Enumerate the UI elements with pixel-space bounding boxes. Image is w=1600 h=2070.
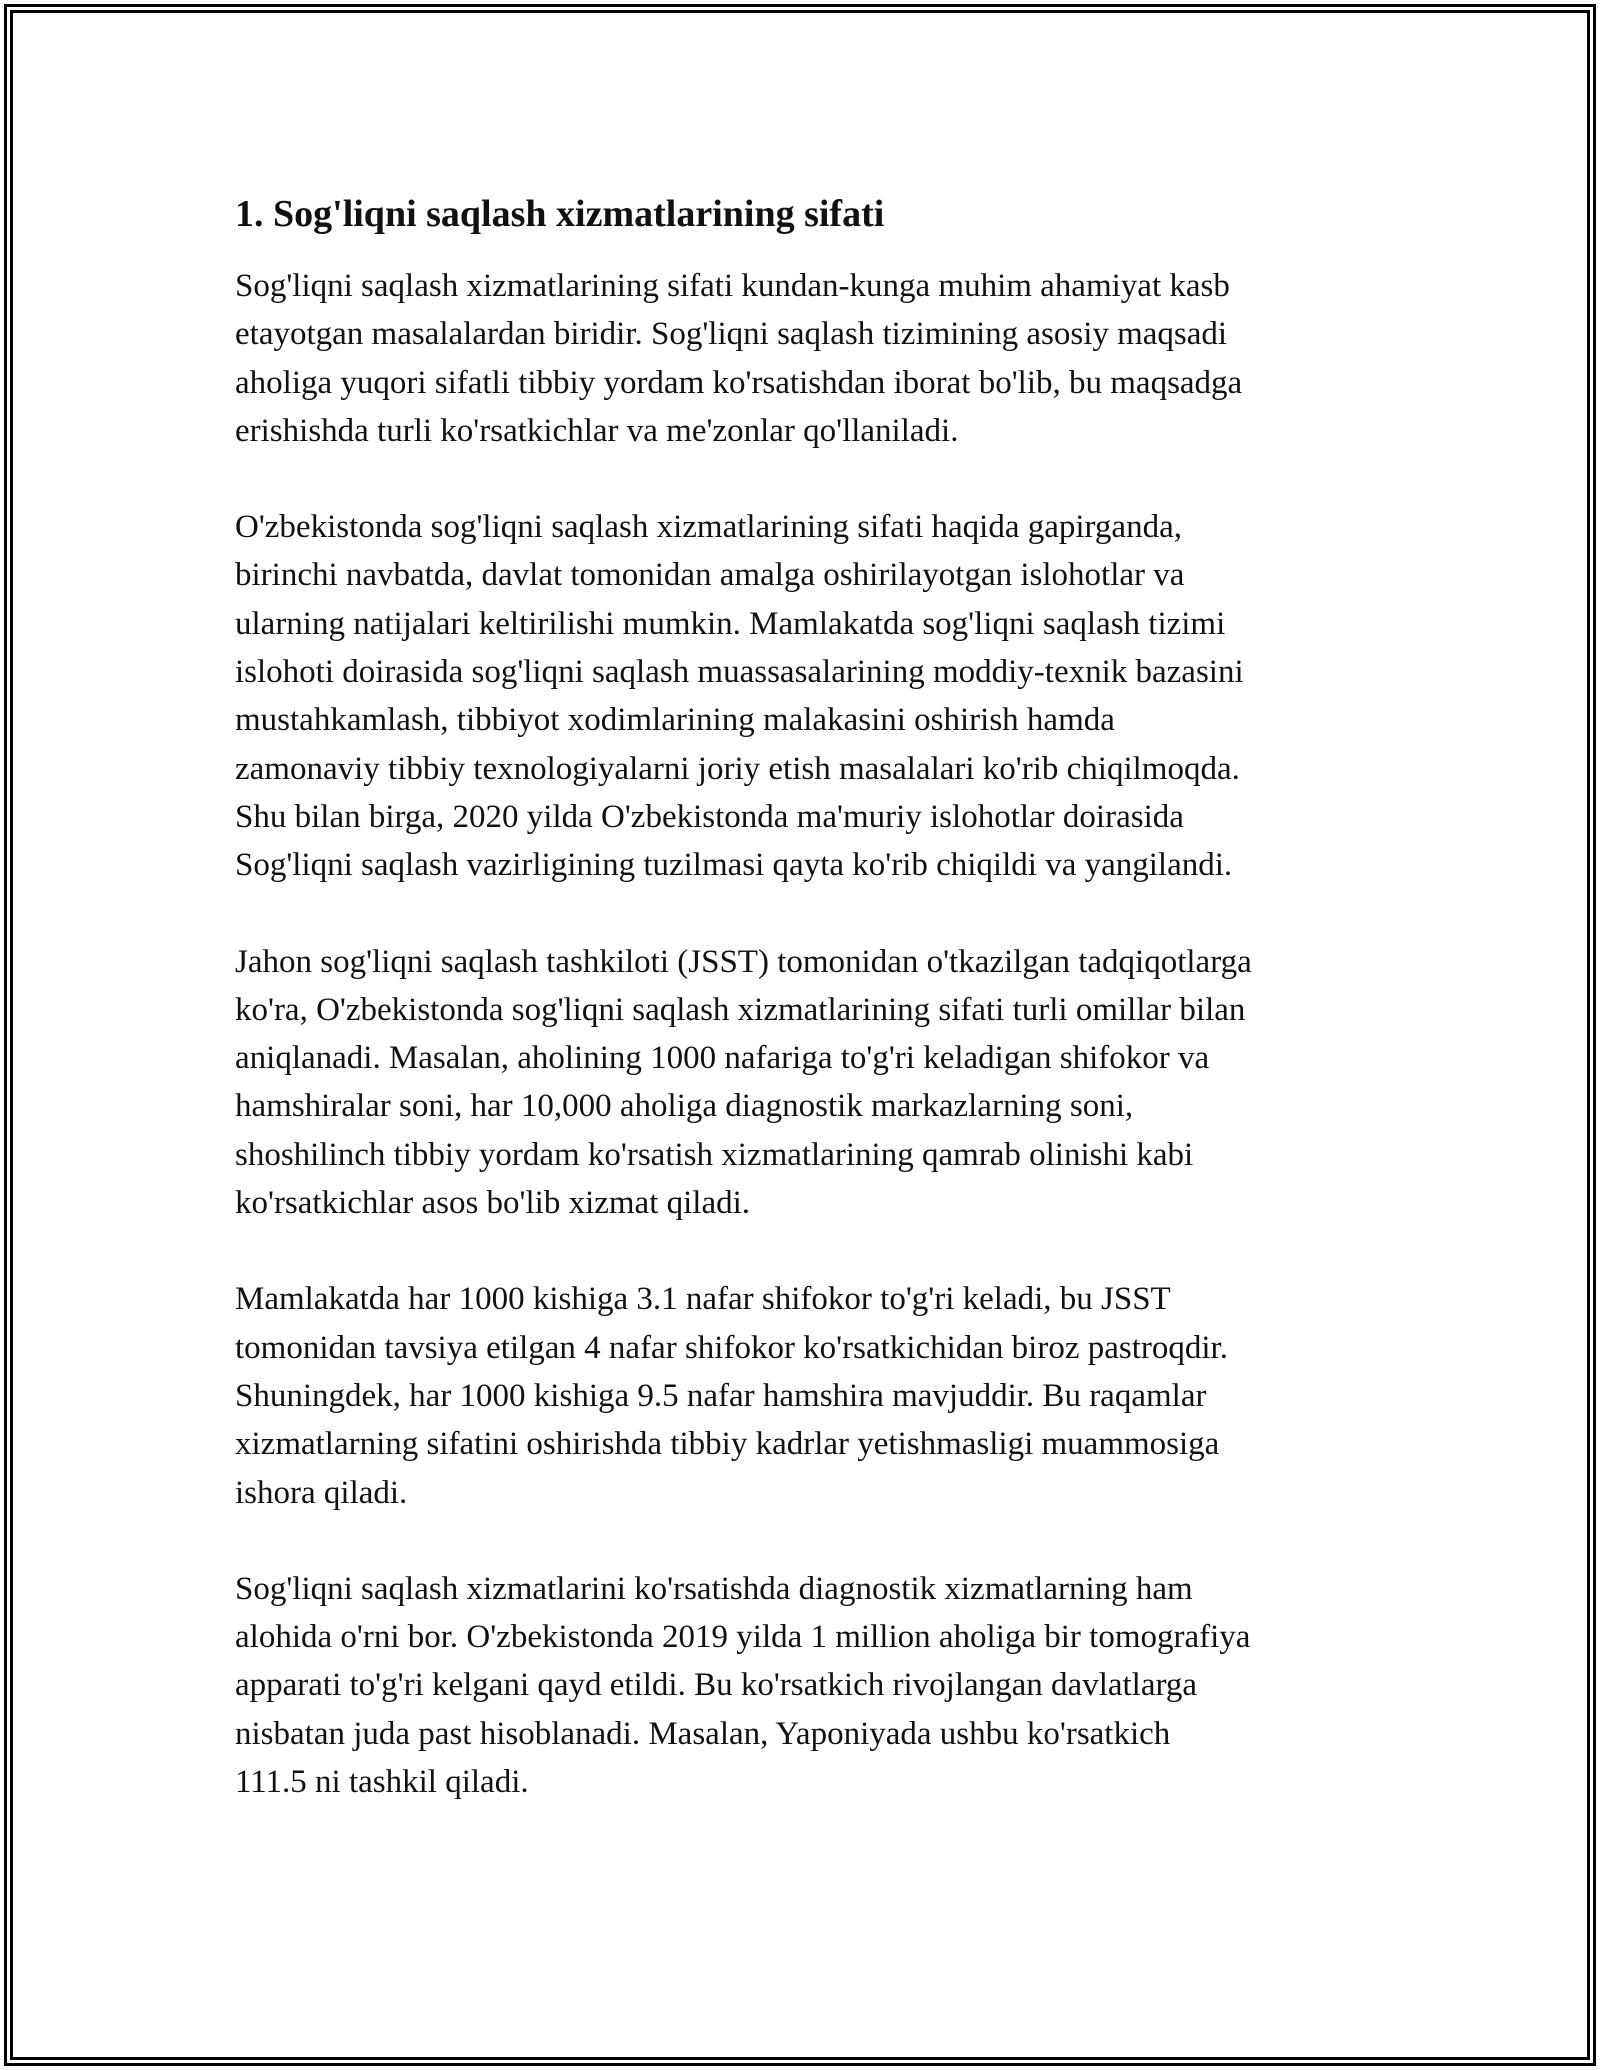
paragraph-line: ko'rsatkichlar asos bo'lib xizmat qiladi. xyxy=(235,1185,751,1222)
paragraph-line: aniqlanadi. Masalan, aholining 1000 nafariga to'g'ri keladigan shifokor va xyxy=(235,1040,1210,1077)
paragraph-5 xyxy=(235,1565,1385,1806)
section-heading: 1. Sog'liqni saqlash xizmatlarining sifati xyxy=(235,193,885,235)
paragraph-line: shoshilinch tibbiy yordam ko'rsatish xizmatlarining qamrab olinishi kabi xyxy=(235,1136,1194,1173)
paragraph-line: ishora qiladi. xyxy=(235,1474,408,1511)
paragraph-line: xizmatlarning sifatini oshirishda tibbiy kadrlar yetishmasligi muammosiga xyxy=(235,1426,1220,1463)
paragraph-line: islohoti doirasida sog'liqni saqlash muassasalarining moddiy-texnik bazasini xyxy=(235,654,1244,691)
paragraph-line: birinchi navbatda, davlat tomonidan amalga oshirilayotgan islohotlar va xyxy=(235,557,1185,594)
paragraph-line: tomonidan tavsiya etilgan 4 nafar shifokor ko'rsatkichidan biroz pastroqdir. xyxy=(235,1329,1228,1366)
paragraph-1 xyxy=(235,262,1385,455)
paragraph-line: mustahkamlash, tibbiyot xodimlarining malakasini oshirish hamda xyxy=(235,702,1115,739)
paragraph-line: erishishda turli ko'rsatkichlar va me'zonlar qo'llaniladi. xyxy=(235,412,959,449)
paragraph-line: apparati to'g'ri kelgani qayd etildi. Bu ko'rsatkich rivojlangan davlatlarga xyxy=(235,1667,1198,1704)
paragraph-line: aholiga yuqori sifatli tibbiy yordam ko'rsatishdan iborat bo'lib, bu maqsadga xyxy=(235,364,1243,401)
paragraph-2 xyxy=(235,503,1385,889)
paragraph-line: hamshiralar soni, har 10,000 aholiga diagnostik markazlarning soni, xyxy=(235,1088,1134,1125)
paragraph-line: 111.5 ni tashkil qiladi. xyxy=(235,1764,529,1801)
paragraph-line: alohida o'rni bor. O'zbekistonda 2019 yilda 1 million aholiga bir tomografiya xyxy=(235,1619,1251,1656)
paragraph-line: Shu bilan birga, 2020 yilda O'zbekistonda ma'muriy islohotlar doirasida xyxy=(235,798,1184,835)
document-body xyxy=(235,188,1385,1854)
paragraph-line: Sog'liqni saqlash xizmatlarining sifati kundan-kunga muhim ahamiyat kasb xyxy=(235,268,1230,304)
paragraph-line: zamonaviy tibbiy texnologiyalarni joriy etish masalalari ko'rib chiqilmoqda. xyxy=(235,750,1240,787)
paragraph-4 xyxy=(235,1275,1385,1516)
paragraph-line: Jahon sog'liqni saqlash tashkiloti (JSST) tomonidan o'tkazilgan tadqiqotlarga xyxy=(235,943,1252,980)
paragraph-line: Shuningdek, har 1000 kishiga 9.5 nafar hamshira mavjuddir. Bu raqamlar xyxy=(235,1377,1207,1414)
paragraph-line: etayotgan masalalardan biridir. Sog'liqni saqlash tizimining asosiy maqsadi xyxy=(235,316,1228,353)
paragraph-line: Sog'liqni saqlash vazirligining tuzilmasi qayta ko'rib chiqildi va yangilandi. xyxy=(235,847,1233,884)
paragraph-line: O'zbekistonda sog'liqni saqlash xizmatlarining sifati haqida gapirganda, xyxy=(235,509,1182,546)
paragraph-line: nisbatan juda past hisoblanadi. Masalan, Yaponiyada ushbu ko'rsatkich xyxy=(235,1715,1171,1752)
paragraph-3 xyxy=(235,938,1385,1228)
paragraph-line: Sog'liqni saqlash xizmatlarini ko'rsatishda diagnostik xizmatlarning ham xyxy=(235,1570,1193,1607)
paragraph-line: ko'ra, O'zbekistonda sog'liqni saqlash xizmatlarining sifati turli omillar bilan xyxy=(235,991,1246,1028)
paragraph-line: ularning natijalari keltirilishi mumkin. Mamlakatda sog'liqni saqlash tizimi xyxy=(235,605,1226,642)
paragraph-line: Mamlakatda har 1000 kishiga 3.1 nafar shifokor to'g'ri keladi, bu JSST xyxy=(235,1281,1171,1318)
